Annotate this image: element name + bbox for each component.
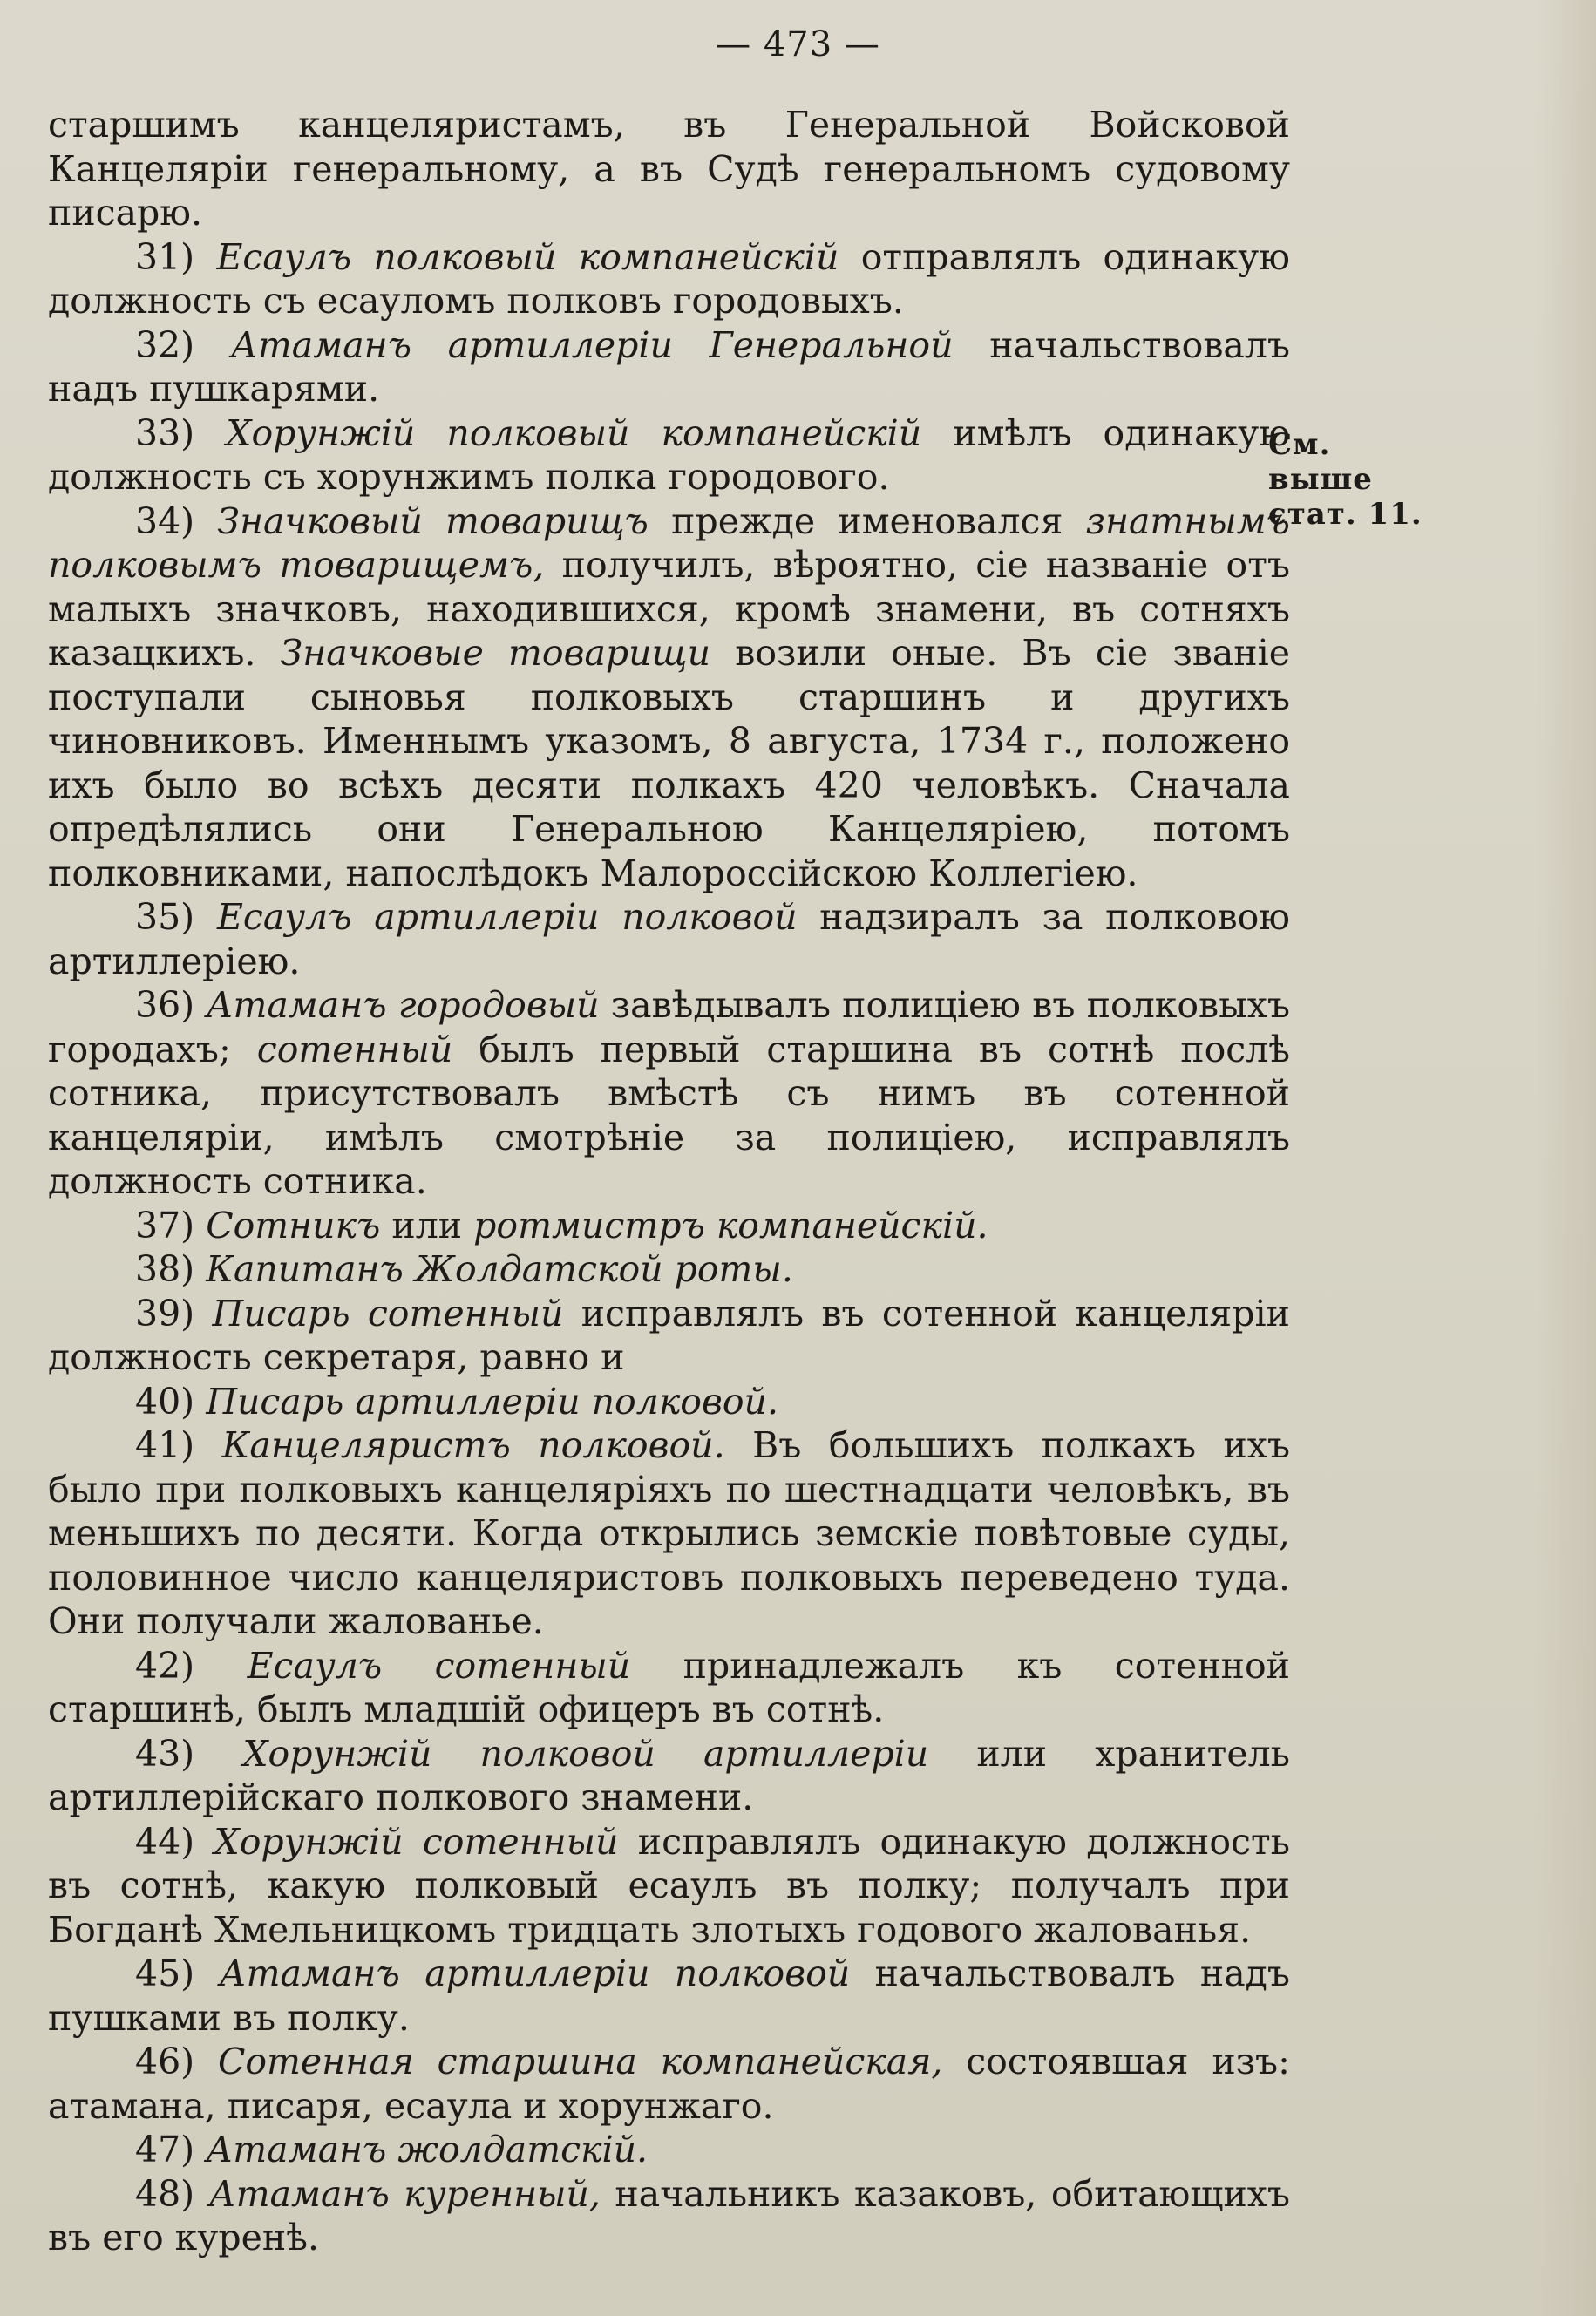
paragraph-term-2: знатнымъ полковымъ товарищемъ,: [48, 499, 1290, 586]
paragraph-37: [48, 1204, 1290, 1248]
paragraph-term: Есаулъ полковый компанейскій: [216, 235, 839, 278]
paragraph-term-2: ротмистръ компанейскій.: [473, 1204, 988, 1246]
paragraph-term: Есаулъ артиллеріи полковой: [216, 896, 798, 938]
paragraph-number: 48): [135, 2172, 195, 2215]
paragraph-36: [48, 983, 1290, 1204]
paragraph-45: [48, 1952, 1290, 2040]
paragraph-text: имѣлъ одинакую должность съ хорунжимъ полка городового.: [48, 411, 1290, 498]
paragraph-33: [48, 411, 1290, 499]
paragraph-term: Атаманъ жолдатскій.: [206, 2129, 649, 2170]
paragraph-text: старшимъ канцеляристамъ, въ Генеральной Войсковой Канцеляріи генеральному, а въ Судѣ генеральномъ судовому писарю.: [48, 104, 1290, 234]
paragraph-number: 36): [135, 984, 195, 1026]
paragraph-number: 35): [135, 896, 195, 938]
paragraph-number: 31): [135, 235, 195, 278]
paragraph-31: [48, 235, 1290, 323]
paragraph-term: Канцеляристъ полковой.: [221, 1424, 725, 1466]
paragraph-text: отправлялъ одинакую должность съ есауломъ полковъ городовыхъ.: [48, 235, 1290, 322]
margin-note-line2: стат. 11.: [1268, 497, 1423, 532]
paragraph-43: [48, 1732, 1290, 1820]
paragraph-term: Атаманъ городовый: [206, 984, 600, 1026]
paragraph-48: [48, 2172, 1290, 2260]
paragraph-text: или: [391, 1204, 463, 1246]
paragraph-32: [48, 323, 1290, 411]
margin-note: [1268, 427, 1443, 532]
paragraph-term: Значковый товарищъ: [217, 499, 649, 542]
paragraph-number: 37): [135, 1204, 195, 1246]
paragraph-text: или хранитель артиллерійскаго полкового знамени.: [48, 1732, 1290, 1818]
margin-note-line1: См. выше: [1268, 427, 1373, 497]
paragraph-46: [48, 2040, 1290, 2128]
page-body: [48, 103, 1290, 2260]
paragraph-number: 43): [135, 1732, 195, 1775]
paragraph-number: 34): [135, 499, 195, 542]
paragraph-text: начальникъ казаковъ, обитающихъ въ его куренѣ.: [48, 2172, 1290, 2258]
paragraph-number: 45): [135, 1953, 195, 1994]
paragraph-term: Писарь сотенный: [212, 1292, 564, 1335]
paragraph-term: Хорунжій сотенный: [214, 1820, 619, 1863]
paragraph-38: [48, 1247, 1290, 1292]
paragraph-47: [48, 2128, 1290, 2172]
paragraph-42: [48, 1644, 1290, 1732]
paragraph-text-2: получилъ, вѣроятно, сіе названіе отъ малыхъ значковъ, находившихся, кромѣ знамени, въ сотняхъ казацкихъ.: [48, 544, 1290, 674]
paragraph-continuation: [48, 103, 1290, 235]
paragraph-text: надзиралъ за полковою артиллеріею.: [48, 896, 1290, 982]
paragraph-number: 40): [135, 1380, 195, 1423]
paragraph-number: 38): [135, 1248, 195, 1290]
paragraph-number: 32): [135, 323, 195, 366]
paragraph-term-2: сотенный: [256, 1028, 453, 1070]
paragraph-term: Атаманъ артиллеріи полковой: [219, 1953, 851, 1994]
paragraph-term: Атаманъ артиллеріи Генеральной: [230, 323, 954, 366]
paragraph-text-3: возили оные. Въ сіе званіе поступали сыновья полковыхъ старшинъ и другихъ чиновниковъ. Именнымъ указомъ, 8 августа, 1734 г., положено ихъ было во всѣхъ десяти полкахъ 420 человѣкъ. Сначала опредѣлялись они Генеральною Канцеляріею, потомъ полковниками, напослѣдокъ Малороссійскою Коллегіею.: [48, 632, 1290, 894]
page-number: — 473 —: [716, 24, 880, 65]
paragraph-term: Капитанъ Жолдатской роты.: [206, 1248, 793, 1290]
paragraph-number: 47): [135, 2129, 195, 2170]
paragraph-text: принадлежалъ къ сотенной старшинѣ, былъ младшій офицеръ въ сотнѣ.: [48, 1644, 1290, 1730]
paragraph-text: исправлялъ одинакую должность въ сотнѣ, какую полковый есаулъ въ полку; получалъ при Богданѣ Хмельницкомъ тридцать злотыхъ годового жалованья.: [48, 1820, 1290, 1951]
paragraph-term: Хорунжій полковый компанейскій: [226, 411, 922, 454]
paragraph-term: Хорунжій полковой артиллеріи: [242, 1732, 929, 1775]
paragraph-term: Есаулъ сотенный: [247, 1644, 631, 1687]
paragraph-term: Атаманъ куренный,: [208, 2172, 601, 2215]
paragraph-term: Сотенная старшина компанейская,: [217, 2041, 943, 2082]
paragraph-35: [48, 895, 1290, 983]
paragraph-44: [48, 1820, 1290, 1953]
paragraph-text: начальствовалъ надъ пушками въ полку.: [48, 1953, 1290, 2039]
paragraph-text: состоявшая изъ: атамана, писаря, есаула и хорунжаго.: [48, 2041, 1290, 2127]
paragraph-term: Писарь артиллеріи полковой.: [206, 1380, 778, 1423]
paragraph-text: исправлялъ въ сотенной канцеляріи должность секретаря, равно и: [48, 1292, 1290, 1378]
paragraph-39: [48, 1292, 1290, 1380]
paragraph-text: начальствовалъ надъ пушкарями.: [48, 323, 1290, 410]
paragraph-number: 44): [135, 1820, 195, 1863]
paragraph-term: Сотникъ: [206, 1204, 381, 1246]
paragraph-text: Въ большихъ полкахъ ихъ было при полковыхъ канцеляріяхъ по шестнадцати человѣкъ, въ меньшихъ по десяти. Когда открылись земскіе повѣтовые суды, половинное число канцеляристовъ полковыхъ переведено туда. Они получали жалованье.: [48, 1424, 1290, 1642]
paragraph-number: 42): [135, 1644, 195, 1687]
paragraph-number: 46): [135, 2041, 195, 2082]
paragraph-text: прежде именовался: [671, 499, 1063, 542]
paragraph-34: [48, 499, 1290, 896]
paragraph-text-2: былъ первый старшина въ сотнѣ послѣ сотника, присутствовалъ вмѣстѣ съ нимъ въ сотенной канцеляріи, имѣлъ смотрѣніе за полиціею, исправлялъ должность сотника.: [48, 1028, 1290, 1202]
paragraph-number: 33): [135, 411, 195, 454]
paragraph-number: 41): [135, 1424, 195, 1466]
paragraph-41: [48, 1423, 1290, 1644]
paragraph-term-3: Значковые товарищи: [280, 632, 711, 674]
paragraph-number: 39): [135, 1292, 195, 1335]
paragraph-40: [48, 1380, 1290, 1424]
paragraph-text: завѣдывалъ полиціею въ полковыхъ городахъ;: [48, 984, 1290, 1070]
